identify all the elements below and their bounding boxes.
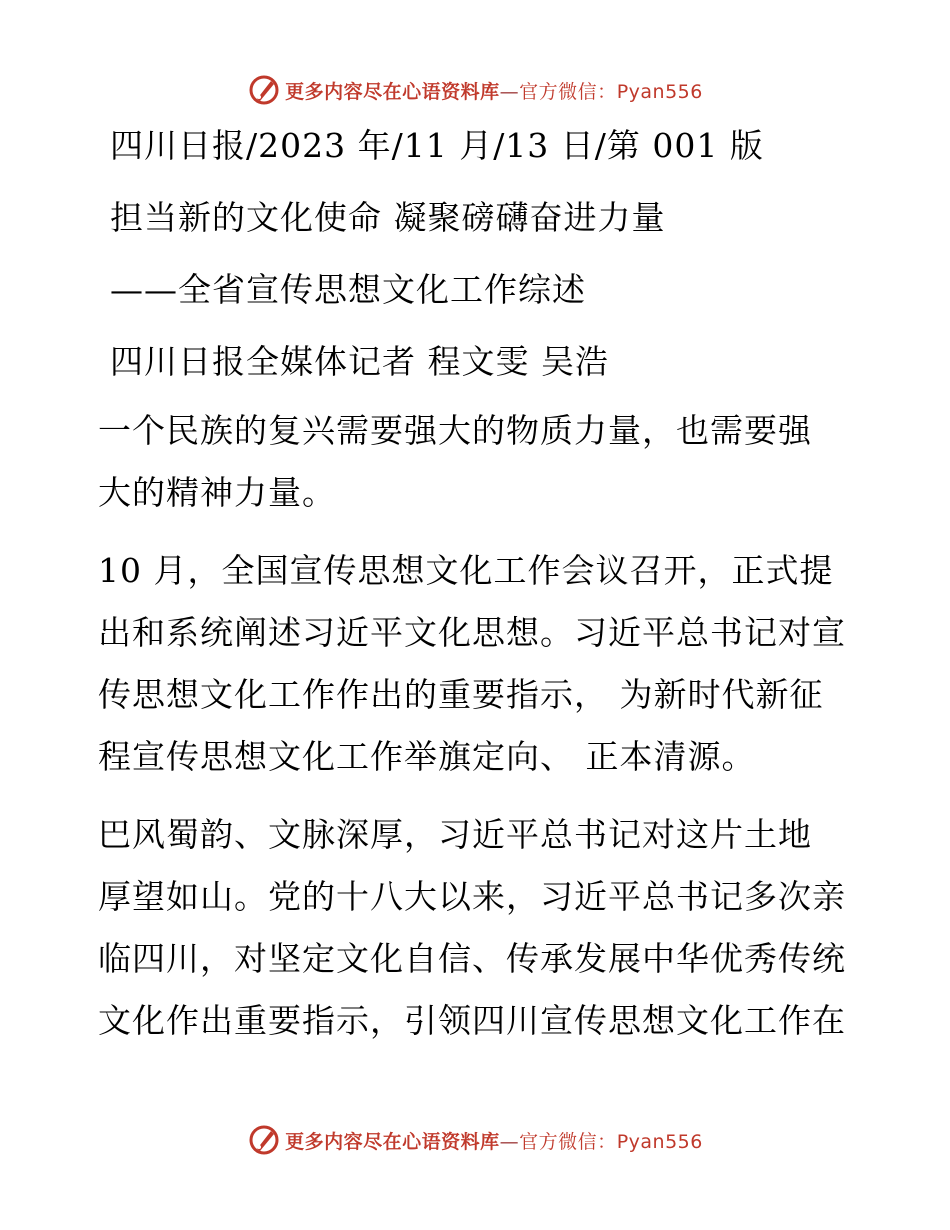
paragraph-2 bbox=[98, 540, 858, 788]
paragraph-line: 一个民族的复兴需要强大的物质力量，也需要强 bbox=[98, 411, 812, 450]
byline: 四川日报全媒体记者 程文雯 吴浩 bbox=[110, 342, 609, 381]
watermark-text: 更多内容尽在心语资料库—官方微信：Pyan556 bbox=[285, 1130, 703, 1153]
article-subtitle: ——全省宣传思想文化工作综述 bbox=[110, 270, 586, 309]
dateline: 四川日报/2023 年/11 月/13 日/第 001 版 bbox=[110, 126, 764, 165]
paragraph-1 bbox=[98, 400, 858, 524]
paragraph-line: 出和系统阐述习近平文化思想。习近平总书记对宣 bbox=[98, 613, 846, 652]
paragraph-line: 10 月，全国宣传思想文化工作会议召开，正式提 bbox=[98, 551, 834, 590]
article-content bbox=[98, 122, 858, 1052]
paragraph-line: 大的精神力量。 bbox=[98, 473, 336, 512]
watermark-bottom bbox=[0, 1120, 950, 1160]
watermark-text: 更多内容尽在心语资料库—官方微信：Pyan556 bbox=[285, 80, 703, 103]
paragraph-3 bbox=[98, 804, 858, 1052]
article-title: 担当新的文化使命 凝聚磅礴奋进力量 bbox=[110, 198, 666, 237]
pen-circle-logo-icon bbox=[247, 73, 281, 107]
paragraph-line: 巴风蜀韵、文脉深厚，习近平总书记对这片土地 bbox=[98, 815, 812, 854]
watermark-top bbox=[0, 70, 950, 110]
paragraph-line: 传思想文化工作作出的重要指示， 为新时代新征 bbox=[98, 675, 824, 714]
paragraph-line: 程宣传思想文化工作举旗定向、 正本清源。 bbox=[98, 737, 756, 776]
paragraph-line: 文化作出重要指示，引领四川宣传思想文化工作在 bbox=[98, 1001, 846, 1040]
paragraph-line: 临四川，对坚定文化自信、传承发展中华优秀传统 bbox=[98, 939, 846, 978]
pen-circle-logo-icon bbox=[247, 1123, 281, 1157]
paragraph-line: 厚望如山。党的十八大以来，习近平总书记多次亲 bbox=[98, 877, 846, 916]
